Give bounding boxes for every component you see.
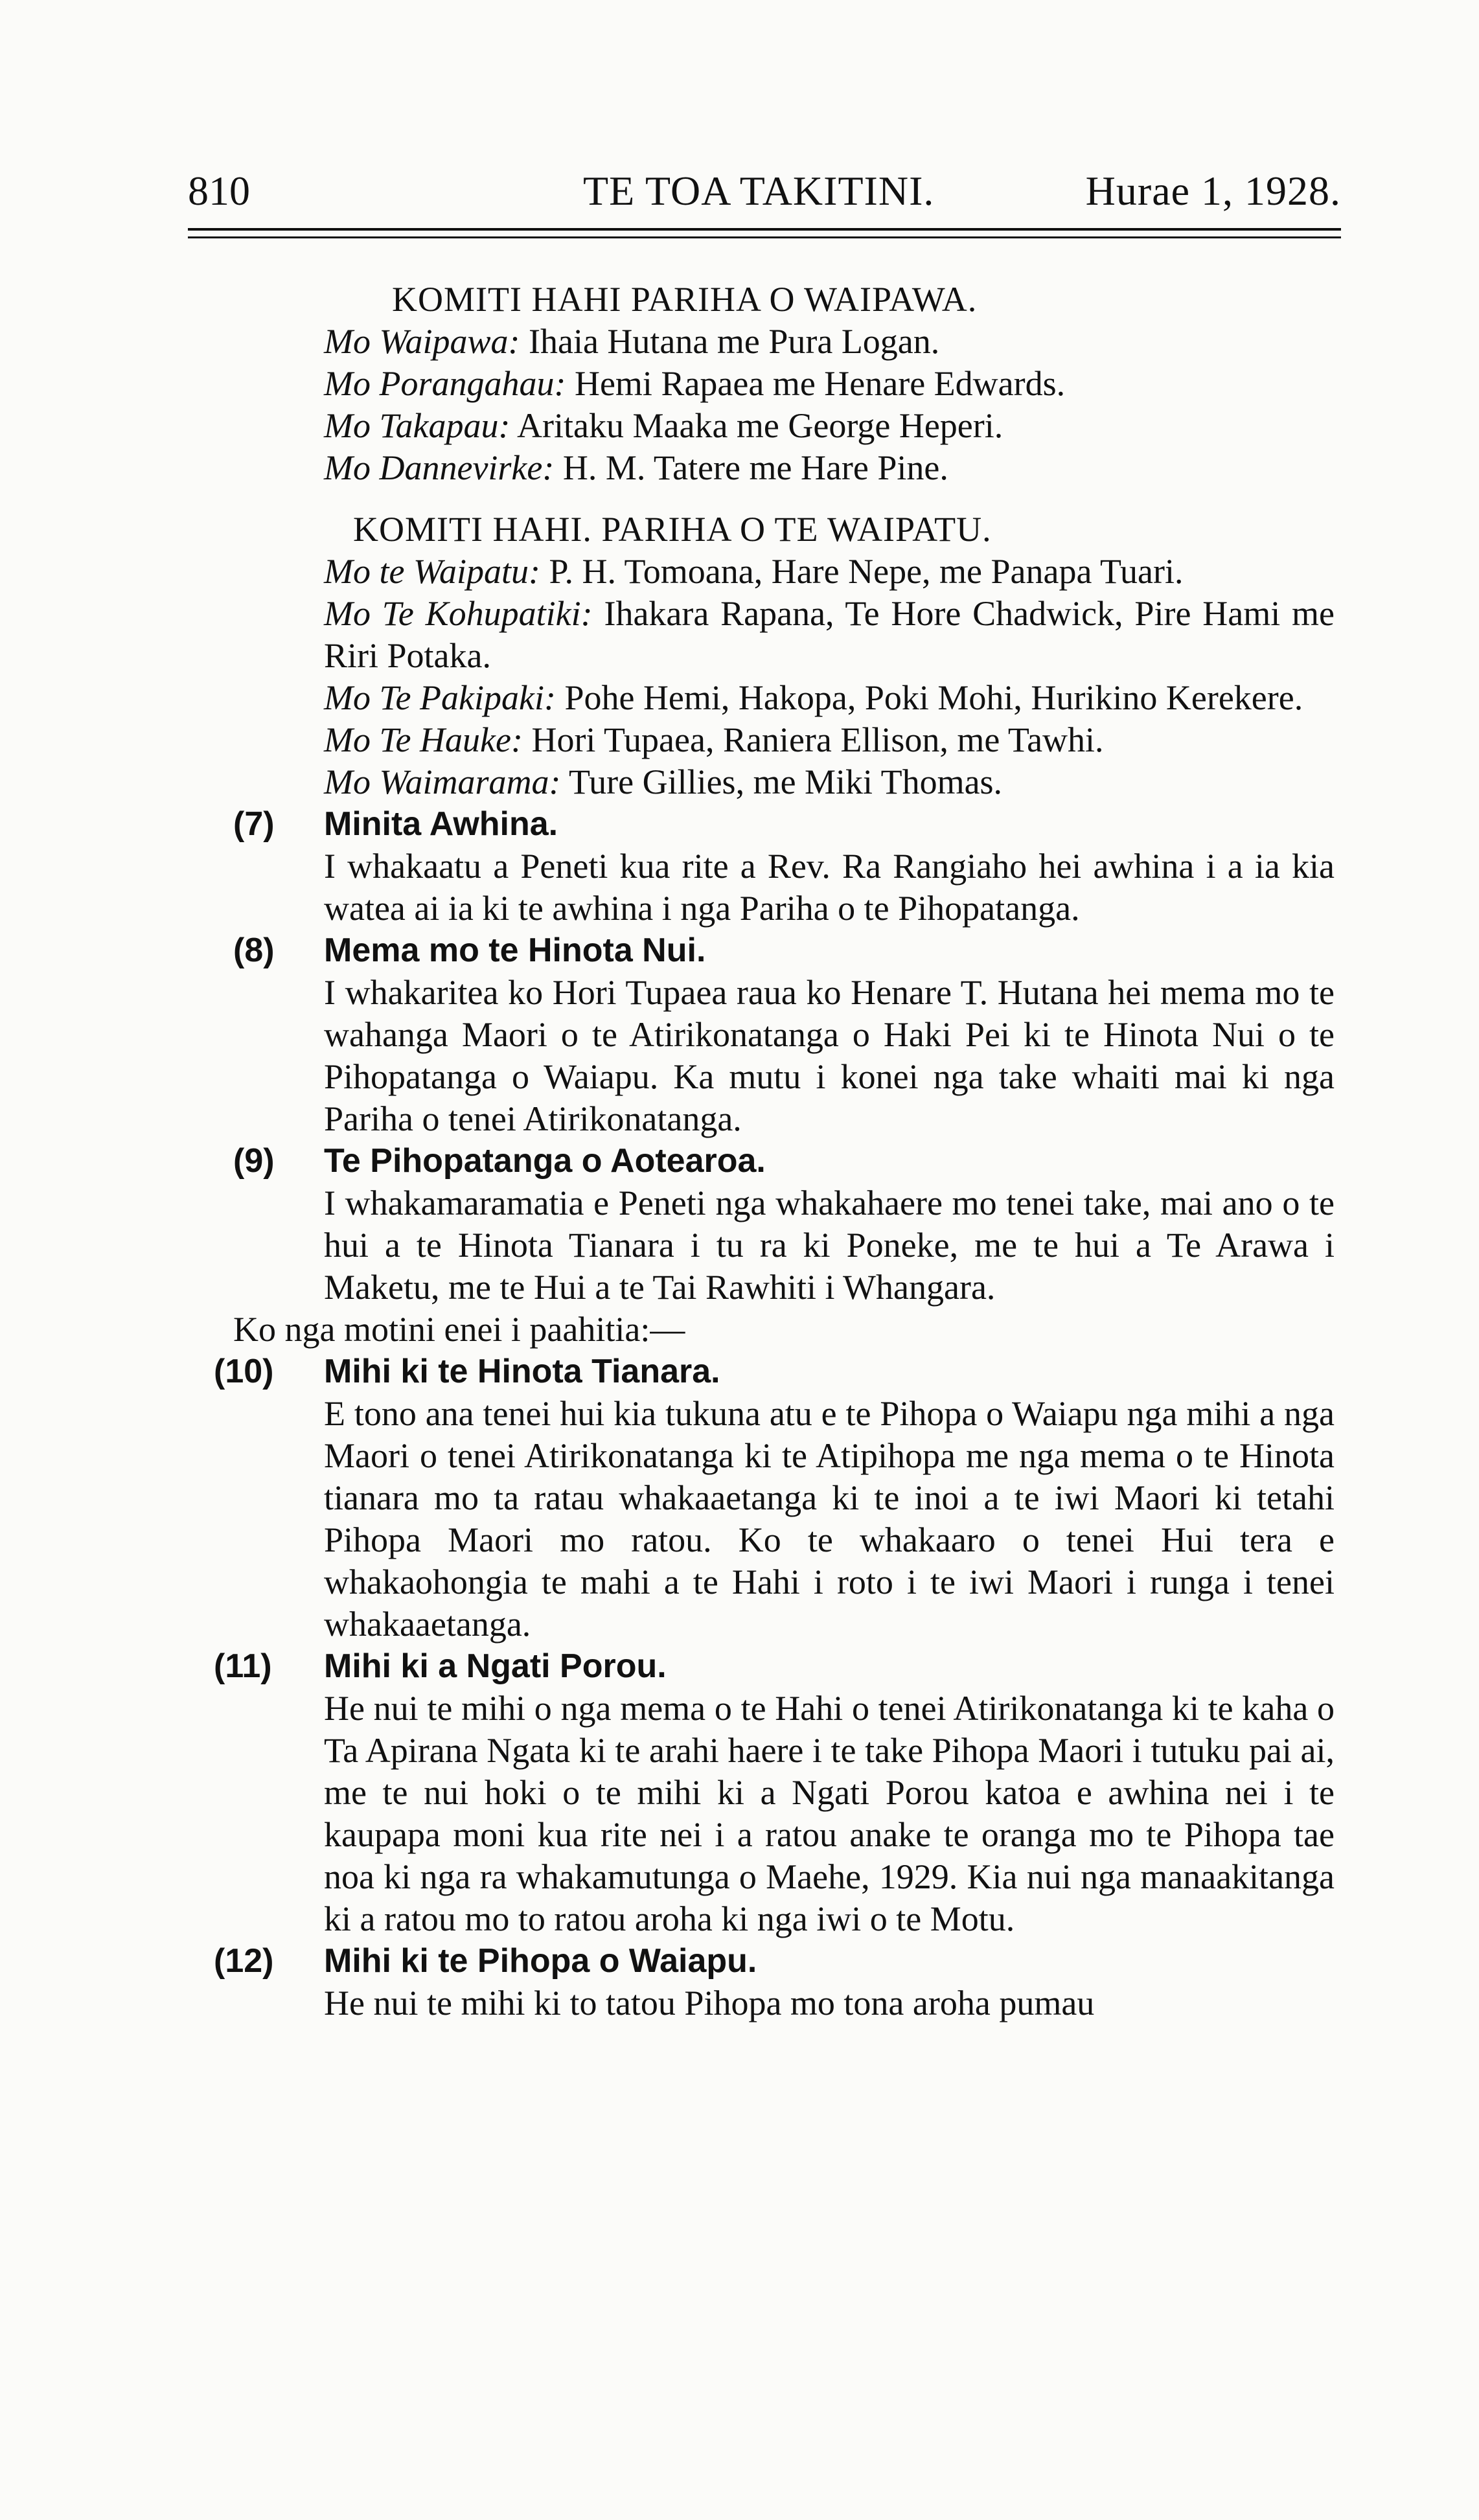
motion-text: E tono ana tenei hui kia tukuna atu e te Pihopa o Waiapu nga mihi a nga Maori o tenei Atirikonatanga ki te Atipihopa me nga mema o te Hinota tianara mo ta ratau whakaaetanga ki te inoi a te iwi Maori ki tetahi Pihopa Maori mo ratou. Ko te whakaaro o tenei Hui tera e whakaohongia te mahi a te Hahi i roto i te iwi Maori i runga i tenei whakaaetanga.: [324, 1394, 1335, 1644]
committee-entry: [324, 677, 1335, 719]
committee-entry: [324, 447, 1335, 489]
place-name: Mo Waipawa:: [324, 322, 520, 361]
place-name: Mo te Waipatu:: [324, 552, 540, 591]
member-names: Aritaku Maaka me George Heperi.: [510, 406, 1003, 445]
section-number: (8): [233, 932, 275, 969]
member-names: Ture Gillies, me Miki Thomas.: [560, 762, 1003, 801]
committee-entry: [324, 593, 1335, 677]
issue-date: Hurae 1, 1928.: [1085, 168, 1341, 214]
motion-text: He nui te mihi o nga mema o te Hahi o tenei Atirikonatanga ki te kaha o Ta Apirana Ngata ki te arahi haere i te take Pihopa Maori i tutuku pai ai, me te nui hoki o te mihi ki a Ngati Porou katoa e awhina nei i te kaupapa moni kua rite nei i a ratou anake te oranga mo te Pihopa tae noa ki nga ra whakamutunga o Maehe, 1929. Kia nui nga manaakitanga ki a ratou mo to ratou aroha ki nga iwi o te Motu.: [324, 1689, 1335, 1938]
numbered-motion: [214, 1645, 1335, 1940]
member-names: Ihakara Rapana, Te Hore Chadwick, Pire Hami me Riri Potaka.: [324, 594, 1335, 675]
section-title: Mema mo te Hinota Nui.: [324, 932, 706, 969]
committee-entry: [324, 405, 1335, 447]
section-title: Te Pihopatanga o Aotearoa.: [324, 1142, 766, 1180]
numbered-section: [233, 930, 1335, 1140]
member-names: H. M. Tatere me Hare Pine.: [554, 448, 948, 487]
numbered-section: [233, 803, 1335, 930]
place-name: Mo Waimarama:: [324, 762, 561, 801]
committee-entry: [324, 551, 1335, 593]
running-header: [188, 165, 1341, 217]
section-text: I whakaatu a Peneti kua rite a Rev. Ra Rangiaho hei awhina i a ia kia watea ai ia ki te awhina i nga Pariha o te Pihopatanga.: [324, 847, 1335, 928]
committee-entry: [324, 719, 1335, 761]
page-body: [214, 279, 1335, 2024]
section-heading-waipawa: KOMITI HAHI PARIHA O WAIPAWA.: [392, 280, 978, 319]
member-names: Hori Tupaea, Raniera Ellison, me Tawhi.: [522, 720, 1104, 759]
place-name: Mo Te Pakipaki:: [324, 678, 556, 717]
committee-entry: [324, 761, 1335, 803]
place-name: Mo Te Hauke:: [324, 720, 523, 759]
motion-title: Mihi ki te Hinota Tianara.: [324, 1353, 720, 1390]
motion-number: (11): [214, 1647, 272, 1685]
section-number: (9): [233, 1142, 275, 1180]
committee-list-waipatu: [324, 551, 1335, 803]
section-heading-waipatu: KOMITI HAHI. PARIHA O TE WAIPATU.: [353, 510, 992, 549]
member-names: Pohe Hemi, Hakopa, Poki Mohi, Hurikino Kerekere.: [555, 678, 1303, 717]
motion-number: (10): [214, 1353, 274, 1390]
member-names: Hemi Rapaea me Henare Edwards.: [566, 364, 1066, 403]
motion-text: He nui te mihi ki to tatou Pihopa mo tona aroha pumau: [324, 1984, 1095, 2022]
committee-entry: [324, 321, 1335, 363]
numbered-motion: [214, 1351, 1335, 1645]
motions-intro: Ko nga motini enei i paahitia:—: [233, 1310, 685, 1349]
member-names: Ihaia Hutana me Pura Logan.: [520, 322, 940, 361]
publication-title: TE TOA TAKITINI.: [583, 168, 935, 214]
header-rule-bottom: [188, 236, 1341, 238]
member-names: P. H. Tomoana, Hare Nepe, me Panapa Tuari.: [540, 552, 1184, 591]
place-name: Mo Takapau:: [324, 406, 510, 445]
committee-list-waipawa: [324, 321, 1335, 489]
committee-entry: [324, 363, 1335, 405]
motion-title: Mihi ki te Pihopa o Waiapu.: [324, 1942, 757, 1980]
place-name: Mo Dannevirke:: [324, 448, 555, 487]
motion-title: Mihi ki a Ngati Porou.: [324, 1647, 667, 1685]
section-title: Minita Awhina.: [324, 805, 558, 843]
place-name: Mo Te Kohupatiki:: [324, 594, 593, 633]
section-text: I whakamaramatia e Peneti nga whakahaere mo tenei take, mai ano o te hui a te Hinota Tianara i tu ra ki Poneke, me te hui a Te Arawa i Maketu, me te Hui a te Tai Rawhiti i Whangara.: [324, 1184, 1335, 1307]
header-rule-top: [188, 228, 1341, 231]
page-number: 810: [188, 168, 250, 214]
motion-number: (12): [214, 1942, 274, 1980]
section-text: I whakaritea ko Hori Tupaea raua ko Henare T. Hutana hei mema mo te wahanga Maori o te Atirikonatanga o Haki Pei ki te Hinota Nui o te Pihopatanga o Waiapu. Ka mutu i konei nga take whaiti mai ki nga Pariha o tenei Atirikonatanga.: [324, 973, 1335, 1138]
place-name: Mo Porangahau:: [324, 364, 566, 403]
numbered-motion: [214, 1940, 1335, 2024]
section-number: (7): [233, 805, 275, 843]
numbered-section: [233, 1140, 1335, 1309]
